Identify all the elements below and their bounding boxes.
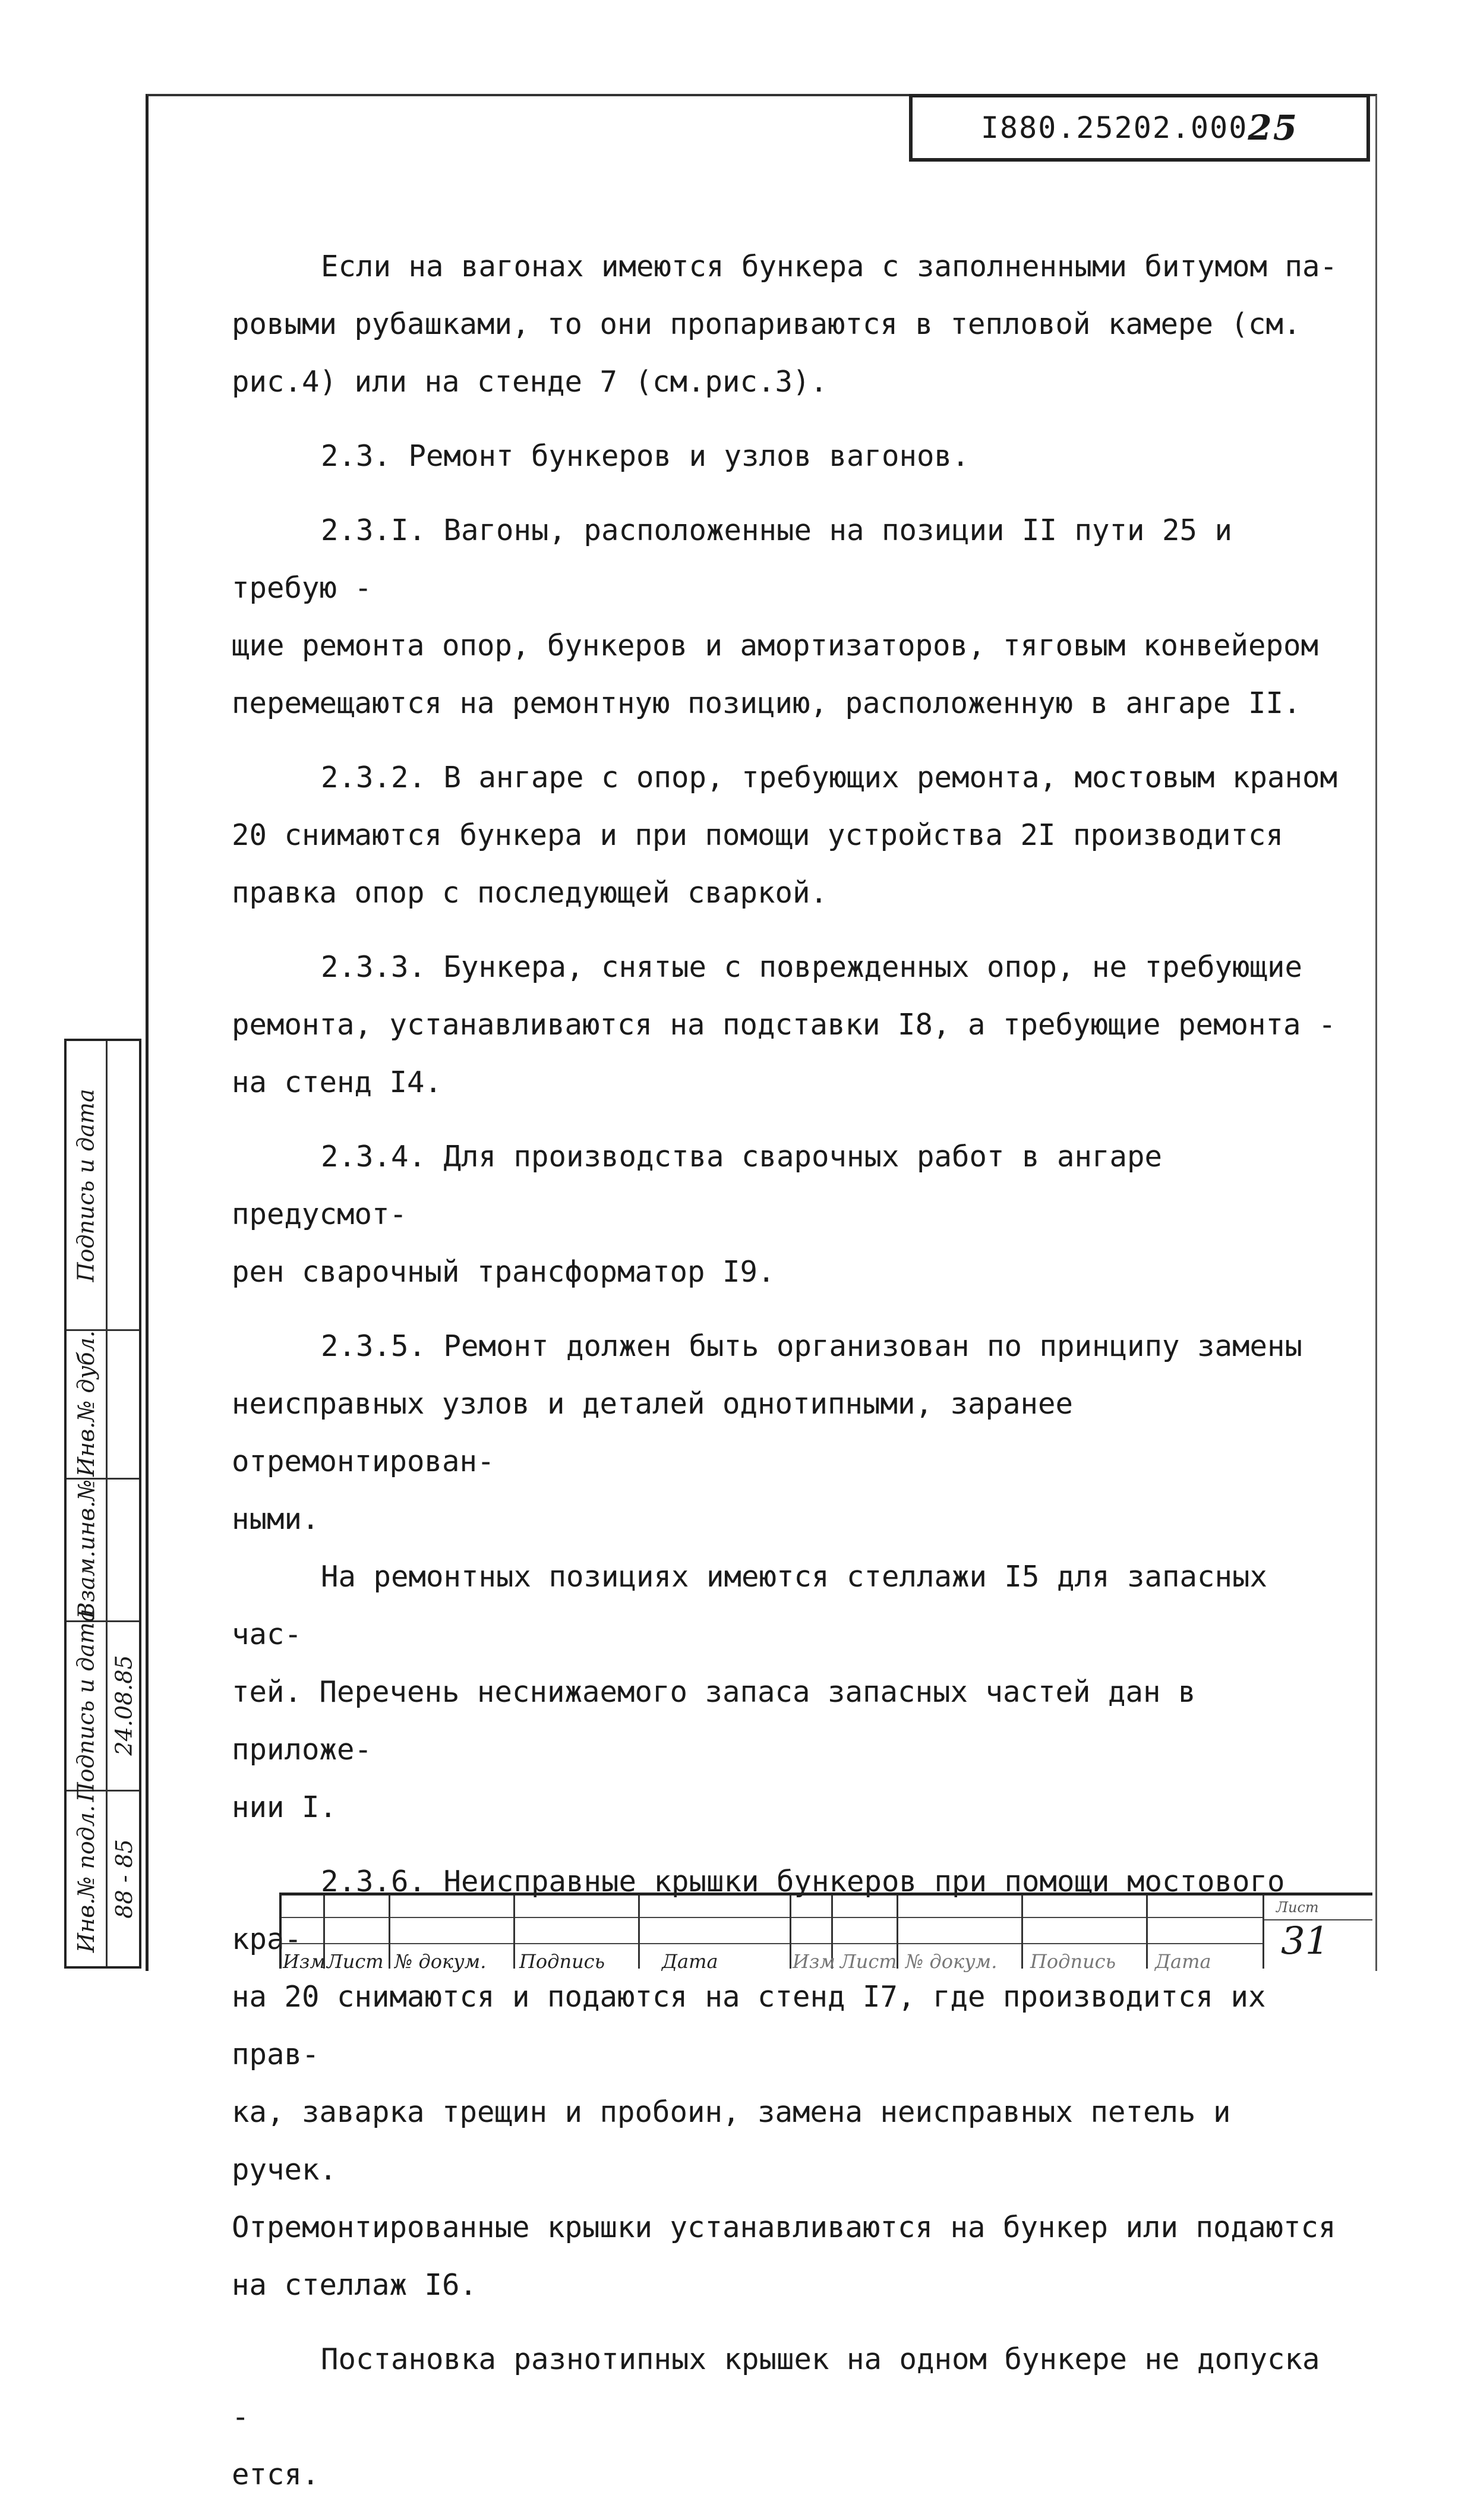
col-label-change-2: Изм bbox=[793, 1950, 835, 1973]
section-heading: 2.3. Ремонт бункеров и узлов вагонов. bbox=[321, 439, 970, 473]
paragraph: Если на вагонах имеются бункера с заполненными битумом па- ровыми рубашками, то они пропариваются в тепловой камере (см. рис.4) или на стенде 7 (см.рис.3). bbox=[232, 250, 1338, 399]
paragraph: 2.3.4. Для производства сварочных работ в ангаре предусмот- рен сварочный трансформатор I9. bbox=[232, 1140, 1163, 1289]
side-label-replace-inv: Взам.инв.№ bbox=[73, 1479, 99, 1619]
col-label-sheet: Лист bbox=[327, 1950, 384, 1973]
side-label-inv-orig: Инв.№ подл. bbox=[73, 1805, 99, 1953]
col-label-signature: Подпись bbox=[519, 1950, 605, 1973]
title-block bbox=[279, 1893, 1372, 1973]
page-number: 31 bbox=[1281, 1919, 1330, 1963]
document-code-prefix: I880.25202.000 bbox=[980, 111, 1248, 145]
side-value-date: 24.08.85 bbox=[111, 1654, 137, 1756]
document-code bbox=[909, 94, 1370, 162]
col-label-change: Изм bbox=[283, 1950, 326, 1973]
paragraph: 2.3.6. Неисправные крышки бункеров при помощи мостового кра- на 20 снимаются и подаются на стенд I7, где производится их прав- ка, заварка трещин и пробоин, замена неисправных петель и ручек. Отремонтированные крышки устанавливаются на бункер или подаются на стеллаж I6. bbox=[232, 1865, 1336, 2302]
col-label-doc-number-2: № докум. bbox=[905, 1950, 998, 1973]
col-label-doc-number: № докум. bbox=[394, 1950, 487, 1973]
col-label-date: Дата bbox=[662, 1950, 718, 1973]
paragraph: 2.3.2. В ангаре с опор, требующих ремонта, мостовым краном 20 снимаются бункера и при помощи устройства 2I производится правка опор с последующей сваркой. bbox=[232, 761, 1338, 910]
document-body bbox=[232, 238, 1343, 2520]
side-label-signature-date-2: Подпись и дата bbox=[73, 1608, 100, 1802]
col-label-signature-2: Подпись bbox=[1030, 1950, 1116, 1973]
col-label-date-2: Дата bbox=[1155, 1950, 1211, 1973]
page-number-cell bbox=[1262, 1895, 1372, 1969]
sheet-label: Лист bbox=[1276, 1899, 1319, 1916]
col-label-sheet-2: Лист bbox=[840, 1950, 897, 1973]
paragraph: Постановка разнотипных крышек на одном бункере не допуска - ется. bbox=[232, 2342, 1320, 2491]
paragraph: 2.3.3. Бункера, снятые с поврежденных опор, не требующие ремонта, устанавливаются на подставки I8, а требующие ремонта - на стенд I4. bbox=[232, 950, 1336, 1099]
paragraph: 2.3.5. Ремонт должен быть организован по принципу замены неисправных узлов и деталей однотипными, заранее отремонтирован- ными. bbox=[232, 1329, 1303, 1536]
side-label-dup-inv: Инв.№ дубл. bbox=[73, 1330, 99, 1477]
paragraph: 2.3.I. Вагоны, расположенные на позиции II пути 25 и требую - щие ремонта опор, бункеров и амортизаторов, тяговым конвейером перемещаются на ремонтную позицию, расположенную в ангаре II. bbox=[232, 513, 1319, 720]
document-code-suffix: 25 bbox=[1248, 108, 1299, 148]
side-label-signature-date: Подпись и дата bbox=[73, 1088, 100, 1282]
side-stamp bbox=[64, 1039, 141, 1969]
side-value-inv-number: 88 - 85 bbox=[111, 1839, 137, 1919]
paragraph: На ремонтных позициях имеются стеллажи I5 для запасных час- тей. Перечень неснижаемого запаса запасных частей дан в приложе- нии I. bbox=[232, 1560, 1268, 1824]
